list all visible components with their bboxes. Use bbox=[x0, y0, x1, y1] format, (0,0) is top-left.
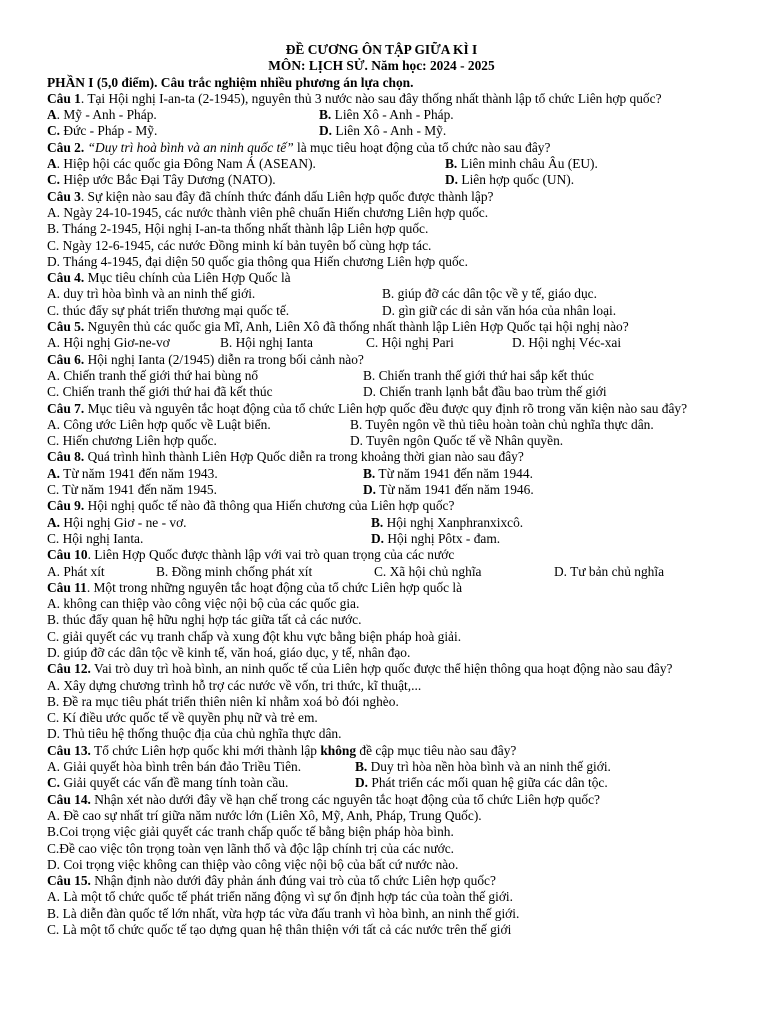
question-number: Câu 3 bbox=[47, 188, 81, 204]
option-c: C.Đề cao việc tôn trọng toàn vẹn lãnh thổ và độc lập chính trị của các nước. bbox=[47, 840, 454, 856]
option-label: B. bbox=[355, 759, 368, 775]
option-b: B. Chiến tranh thế giới thứ hai sắp kết thúc bbox=[363, 367, 594, 383]
option-label: C. bbox=[47, 172, 61, 188]
answer-row: A. Mỹ - Anh - Pháp. B. Liên Xô - Anh - Pháp. bbox=[47, 107, 454, 123]
option-text: Hội nghị Ianta. bbox=[62, 530, 144, 546]
option-d: D. Hội nghị Véc-xai bbox=[512, 335, 622, 351]
option-label: D. bbox=[363, 482, 377, 498]
option-text: Hiệp ước Bắc Đại Tây Dương (NATO). bbox=[63, 172, 276, 188]
option-c: C. Kí điều ước quốc tế về quyền phụ nữ và trẻ em. bbox=[47, 710, 318, 726]
option-d: D. giúp đỡ các dân tộc về kinh tế, văn hoá, giáo dục, y tế, nhân đạo. bbox=[47, 644, 411, 660]
question-quote: “Duy trì hoà bình và an ninh quốc tế” bbox=[87, 139, 294, 155]
option-a: A. Xây dựng chương trình hỗ trợ các nước về vốn, tri thức, kĩ thuật,... bbox=[47, 677, 422, 693]
option-label: C. bbox=[47, 482, 60, 498]
option-c: C. Hiến chương Liên hợp quốc. bbox=[47, 433, 217, 449]
question-number: Câu 14. bbox=[47, 791, 91, 807]
question-number: Câu 4. bbox=[47, 270, 85, 286]
question-5 bbox=[47, 319, 716, 335]
question-text: . Một trong những nguyên tắc hoạt động của tổ chức Liên hợp quốc là bbox=[86, 579, 463, 595]
option-label: A bbox=[47, 156, 57, 172]
option-d: D. Tháng 4-1945, đại diện 50 quốc gia thông qua Hiến chương Liên hợp quốc. bbox=[47, 253, 468, 269]
question-number: Câu 5. bbox=[47, 319, 85, 335]
answer-row bbox=[47, 482, 716, 498]
question-number: Câu 1 bbox=[47, 90, 81, 106]
question-number: Câu 13. bbox=[47, 742, 91, 758]
option-c: C. Xã hội chủ nghĩa bbox=[374, 563, 482, 579]
question-text: Mục tiêu chính của Liên Hợp Quốc là bbox=[84, 270, 291, 286]
option-d: D. Coi trọng việc không can thiệp vào công việc nội bộ của bất cứ nước nào. bbox=[47, 856, 459, 872]
question-text: là mục tiêu hoạt động của tổ chức nào sau đây? bbox=[293, 139, 551, 155]
question-text: Tổ chức Liên hợp quốc khi mới thành lập bbox=[90, 742, 321, 758]
option-b: B. Tuyên ngôn về thủ tiêu hoàn toàn chủ nghĩa thực dân. bbox=[350, 416, 654, 432]
option-label: D. bbox=[355, 775, 369, 791]
option-text: Từ năm 1941 đến năm 1946. bbox=[379, 482, 534, 498]
option-text: Hội nghị Pôtx - đam. bbox=[387, 530, 501, 546]
option-b: B. Đề ra mục tiêu phát triển thiên niên kỉ nhằm xoá bỏ đói nghèo. bbox=[47, 693, 399, 709]
answer-row bbox=[47, 433, 716, 449]
option-text: Mỹ - Anh - Pháp. bbox=[63, 107, 157, 123]
answer-row bbox=[47, 384, 716, 400]
negation-keyword: không bbox=[320, 742, 357, 758]
option-text: Từ năm 1941 đến năm 1943. bbox=[63, 465, 218, 481]
option-label: A. bbox=[47, 759, 61, 775]
option-text: Từ năm 1941 đến năm 1945. bbox=[62, 482, 217, 498]
option-d: D. Thủ tiêu hệ thống thuộc địa của chủ nghĩa thực dân. bbox=[47, 726, 342, 742]
question-15 bbox=[47, 873, 716, 889]
option-text: Đức - Pháp - Mỹ. bbox=[63, 123, 158, 139]
option-c: C. Là một tổ chức quốc tế tạo dựng quan hệ thân thiện với tất cả các nước trên thế giới bbox=[47, 922, 512, 938]
question-12 bbox=[47, 661, 716, 677]
question-4 bbox=[47, 270, 716, 286]
answer-row bbox=[47, 303, 716, 319]
answer-row bbox=[47, 123, 716, 139]
option-text: Từ năm 1941 đến năm 1944. bbox=[378, 465, 533, 481]
option-label: B. bbox=[445, 156, 458, 172]
question-text: . Sự kiện nào sau đây đã chính thức đánh dấu Liên hợp quốc được thành lập? bbox=[80, 188, 494, 204]
part-heading: PHẦN I (5,0 điểm). Câu trắc nghiệm nhiều phương án lựa chọn. bbox=[47, 74, 414, 90]
option-label: D. bbox=[445, 172, 459, 188]
question-14 bbox=[47, 792, 716, 808]
option-text: Phát triển các mối quan hệ giữa các dân tộc. bbox=[371, 775, 608, 791]
option-c: C. Ngày 12-6-1945, các nước Đồng minh kí bản tuyên bố cùng hợp tác. bbox=[47, 237, 432, 253]
answer-row bbox=[47, 286, 716, 302]
option-text: Hiệp hội các quốc gia Đông Nam Á (ASEAN). bbox=[63, 156, 316, 172]
question-text: Nhận xét nào dưới đây về hạn chế trong các nguyên tắc hoạt động của tổ chức Liên hợp quốc? bbox=[90, 791, 600, 807]
option-label: C. bbox=[47, 775, 61, 791]
option-a: A. không can thiệp vào công việc nội bộ của các quốc gia. bbox=[47, 596, 360, 612]
option-label: C. bbox=[47, 123, 61, 139]
option-label: B. bbox=[319, 107, 332, 123]
option-a: A. Hội nghị Giơ-ne-vơ bbox=[47, 335, 170, 351]
question-10 bbox=[47, 547, 716, 563]
answer-row bbox=[47, 466, 716, 482]
answer-row bbox=[47, 531, 716, 547]
question-6 bbox=[47, 352, 716, 368]
option-b: B. thúc đẩy quan hệ hữu nghị hợp tác giữa tất cả các nước. bbox=[47, 612, 362, 628]
option-c: C. Hội nghị Pari bbox=[366, 335, 454, 351]
option-text: Liên Xô - Anh - Mỹ. bbox=[335, 123, 447, 139]
option-b: B.Coi trọng việc giải quyết các tranh chấp quốc tế bằng biện pháp hòa bình. bbox=[47, 824, 454, 840]
option-b: B. Hội nghị Ianta bbox=[220, 335, 313, 351]
question-text: Mục tiêu và nguyên tắc hoạt động của tổ chức Liên hợp quốc đều được quy định rõ trong văn kiện nào sau đây? bbox=[84, 400, 688, 416]
option-text: Giải quyết các vấn đề mang tính toàn cầu. bbox=[63, 775, 289, 791]
question-number: Câu 9. bbox=[47, 498, 85, 514]
option-label: A. bbox=[47, 465, 61, 481]
option-c: C. giải quyết các vụ tranh chấp và xung đột khu vực bằng biện pháp hoà giải. bbox=[47, 628, 462, 644]
question-1 bbox=[47, 91, 716, 107]
question-number: Câu 12. bbox=[47, 661, 91, 677]
question-number: Câu 7. bbox=[47, 400, 85, 416]
option-label: B. bbox=[363, 465, 376, 481]
question-text: Hội nghị Ianta (2/1945) diễn ra trong bối cảnh nào? bbox=[84, 351, 364, 367]
option-text: Liên minh châu Âu (EU). bbox=[460, 156, 598, 172]
option-text: Duy trì hòa nền hòa bình và an ninh thế giới. bbox=[370, 759, 611, 775]
option-label: D. bbox=[371, 530, 385, 546]
option-b: B. Là diễn đàn quốc tế lớn nhất, vừa hợp tác vừa đấu tranh vì hòa bình, an ninh thế giới. bbox=[47, 905, 520, 921]
question-number: Câu 6. bbox=[47, 351, 85, 367]
question-11 bbox=[47, 580, 716, 596]
option-text: Giải quyết hòa bình trên bán đảo Triều Tiên. bbox=[63, 759, 302, 775]
question-number: Câu 2. bbox=[47, 139, 85, 155]
question-8 bbox=[47, 449, 716, 465]
option-text: Hội nghị Giơ - ne - vơ. bbox=[63, 514, 187, 530]
option-label: D. bbox=[319, 123, 333, 139]
question-number: Câu 10 bbox=[47, 547, 88, 563]
option-a: A. Là một tổ chức quốc tế phát triển năng động vì sự ổn định hợp tác của toàn thế giới. bbox=[47, 889, 513, 905]
option-text: Liên hợp quốc (UN). bbox=[461, 172, 575, 188]
question-text: . Liên Hợp Quốc được thành lập với vai trò quan trọng của các nước bbox=[87, 547, 455, 563]
question-text: Nguyên thủ các quốc gia Mĩ, Anh, Liên Xô đã thống nhất thành lập Liên Hợp Quốc tại hội nghị nào? bbox=[84, 319, 629, 335]
question-2 bbox=[47, 140, 716, 156]
answer-row bbox=[47, 759, 716, 775]
answer-row: A. Hiệp hội các quốc gia Đông Nam Á (ASEAN). B. Liên minh châu Âu (EU). bbox=[47, 156, 598, 172]
question-text: Hội nghị quốc tế nào đã thông qua Hiến chương của Liên hợp quốc? bbox=[84, 498, 455, 514]
option-b: B. giúp đỡ các dân tộc về y tế, giáo dục. bbox=[382, 286, 597, 302]
option-d: D. Chiến tranh lạnh bắt đầu bao trùm thế giới bbox=[363, 384, 607, 400]
question-text: Quá trình hình thành Liên Hợp Quốc diễn ra trong khoảng thời gian nào sau đây? bbox=[84, 449, 524, 465]
question-3 bbox=[47, 189, 716, 205]
option-a: A. duy trì hòa bình và an ninh thế giới. bbox=[47, 286, 256, 302]
answer-row bbox=[47, 417, 716, 433]
option-label: B. bbox=[371, 514, 384, 530]
question-text-end: đề cập mục tiêu nào sau đây? bbox=[356, 742, 517, 758]
document-title: ĐỀ CƯƠNG ÔN TẬP GIỮA KÌ I bbox=[285, 42, 478, 57]
question-text: Nhận định nào dưới đây phản ánh đúng vai trò của tổ chức Liên hợp quốc? bbox=[90, 873, 496, 889]
option-label: A bbox=[47, 107, 57, 123]
option-b: B. Tháng 2-1945, Hội nghị I-an-ta thống nhất thành lập Liên hợp quốc. bbox=[47, 221, 429, 237]
option-a: A. Đề cao sự nhất trí giữa năm nước lớn (Liên Xô, Mỹ, Anh, Pháp, Trung Quốc). bbox=[47, 807, 482, 823]
answer-row bbox=[47, 368, 716, 384]
question-number: Câu 8. bbox=[47, 449, 85, 465]
option-label: A. bbox=[47, 514, 61, 530]
option-label: C. bbox=[47, 530, 60, 546]
question-number: Câu 15. bbox=[47, 873, 91, 889]
answer-row bbox=[47, 335, 716, 351]
option-c: C. Chiến tranh thế giới thứ hai đã kết thúc bbox=[47, 384, 273, 400]
question-text: Vai trò duy trì hoà bình, an ninh quốc tế của Liên hợp quốc được thể hiện thông qua hoạt động nào sau đây? bbox=[90, 661, 673, 677]
answer-row bbox=[47, 775, 716, 791]
question-7 bbox=[47, 401, 716, 417]
option-c: C. thúc đẩy sự phát triển thương mại quốc tế. bbox=[47, 302, 290, 318]
option-d: D. Tư bản chủ nghĩa bbox=[554, 563, 665, 579]
option-a: A. Công ước Liên hợp quốc về Luật biển. bbox=[47, 416, 271, 432]
option-a: A. Ngày 24-10-1945, các nước thành viên phê chuẩn Hiến chương Liên hợp quốc. bbox=[47, 204, 489, 220]
answer-row bbox=[47, 564, 716, 580]
option-b: B. Đồng minh chống phát xít bbox=[156, 563, 313, 579]
option-text: Liên Xô - Anh - Pháp. bbox=[334, 107, 454, 123]
option-a: A. Phát xít bbox=[47, 563, 105, 579]
answer-row bbox=[47, 172, 716, 188]
document-subtitle: MÔN: LỊCH SỬ. Năm học: 2024 - 2025 bbox=[268, 58, 495, 74]
option-text: Hội nghị Xanphranxixcô. bbox=[386, 514, 524, 530]
question-13 bbox=[47, 743, 716, 759]
option-d: D. gìn giữ các di sản văn hóa của nhân loại. bbox=[382, 302, 617, 318]
question-9 bbox=[47, 498, 716, 514]
option-a: A. Chiến tranh thế giới thứ hai bùng nổ bbox=[47, 367, 259, 383]
question-text: . Tại Hội nghị I-an-ta (2-1945), nguyên thủ 3 nước nào sau đây thống nhất thành lập tổ chức Liên hợp quốc? bbox=[80, 90, 662, 106]
option-d: D. Tuyên ngôn Quốc tế về Nhân quyền. bbox=[350, 433, 564, 449]
question-number: Câu 11 bbox=[47, 579, 87, 595]
answer-row bbox=[47, 515, 716, 531]
